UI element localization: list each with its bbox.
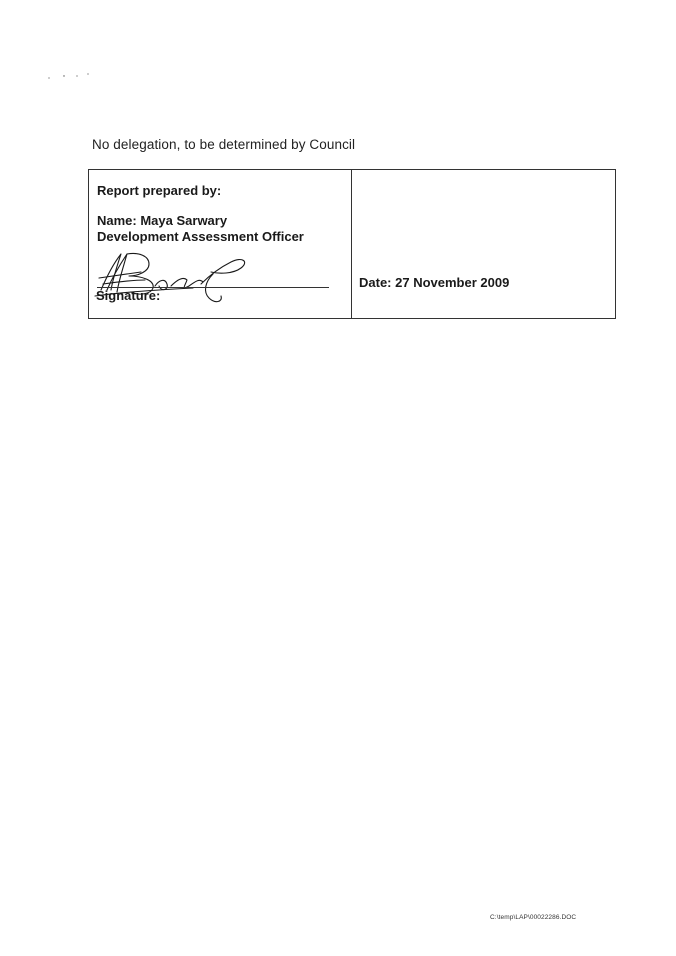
date-cell bbox=[352, 170, 615, 318]
signature-label: Signature: bbox=[96, 288, 161, 303]
report-date: Date: 27 November 2009 bbox=[359, 275, 510, 290]
prepared-by-cell bbox=[89, 170, 352, 318]
prepared-by-heading: Report prepared by: bbox=[97, 183, 222, 198]
scan-specks bbox=[44, 70, 104, 82]
file-reference: C:\temp\LAP\00022286.DOC bbox=[490, 914, 577, 921]
preparer-role: Development Assessment Officer bbox=[97, 229, 304, 244]
signature-table bbox=[88, 169, 616, 319]
delegation-note: No delegation, to be determined by Council bbox=[92, 137, 356, 152]
preparer-name: Name: Maya Sarwary bbox=[97, 213, 228, 228]
